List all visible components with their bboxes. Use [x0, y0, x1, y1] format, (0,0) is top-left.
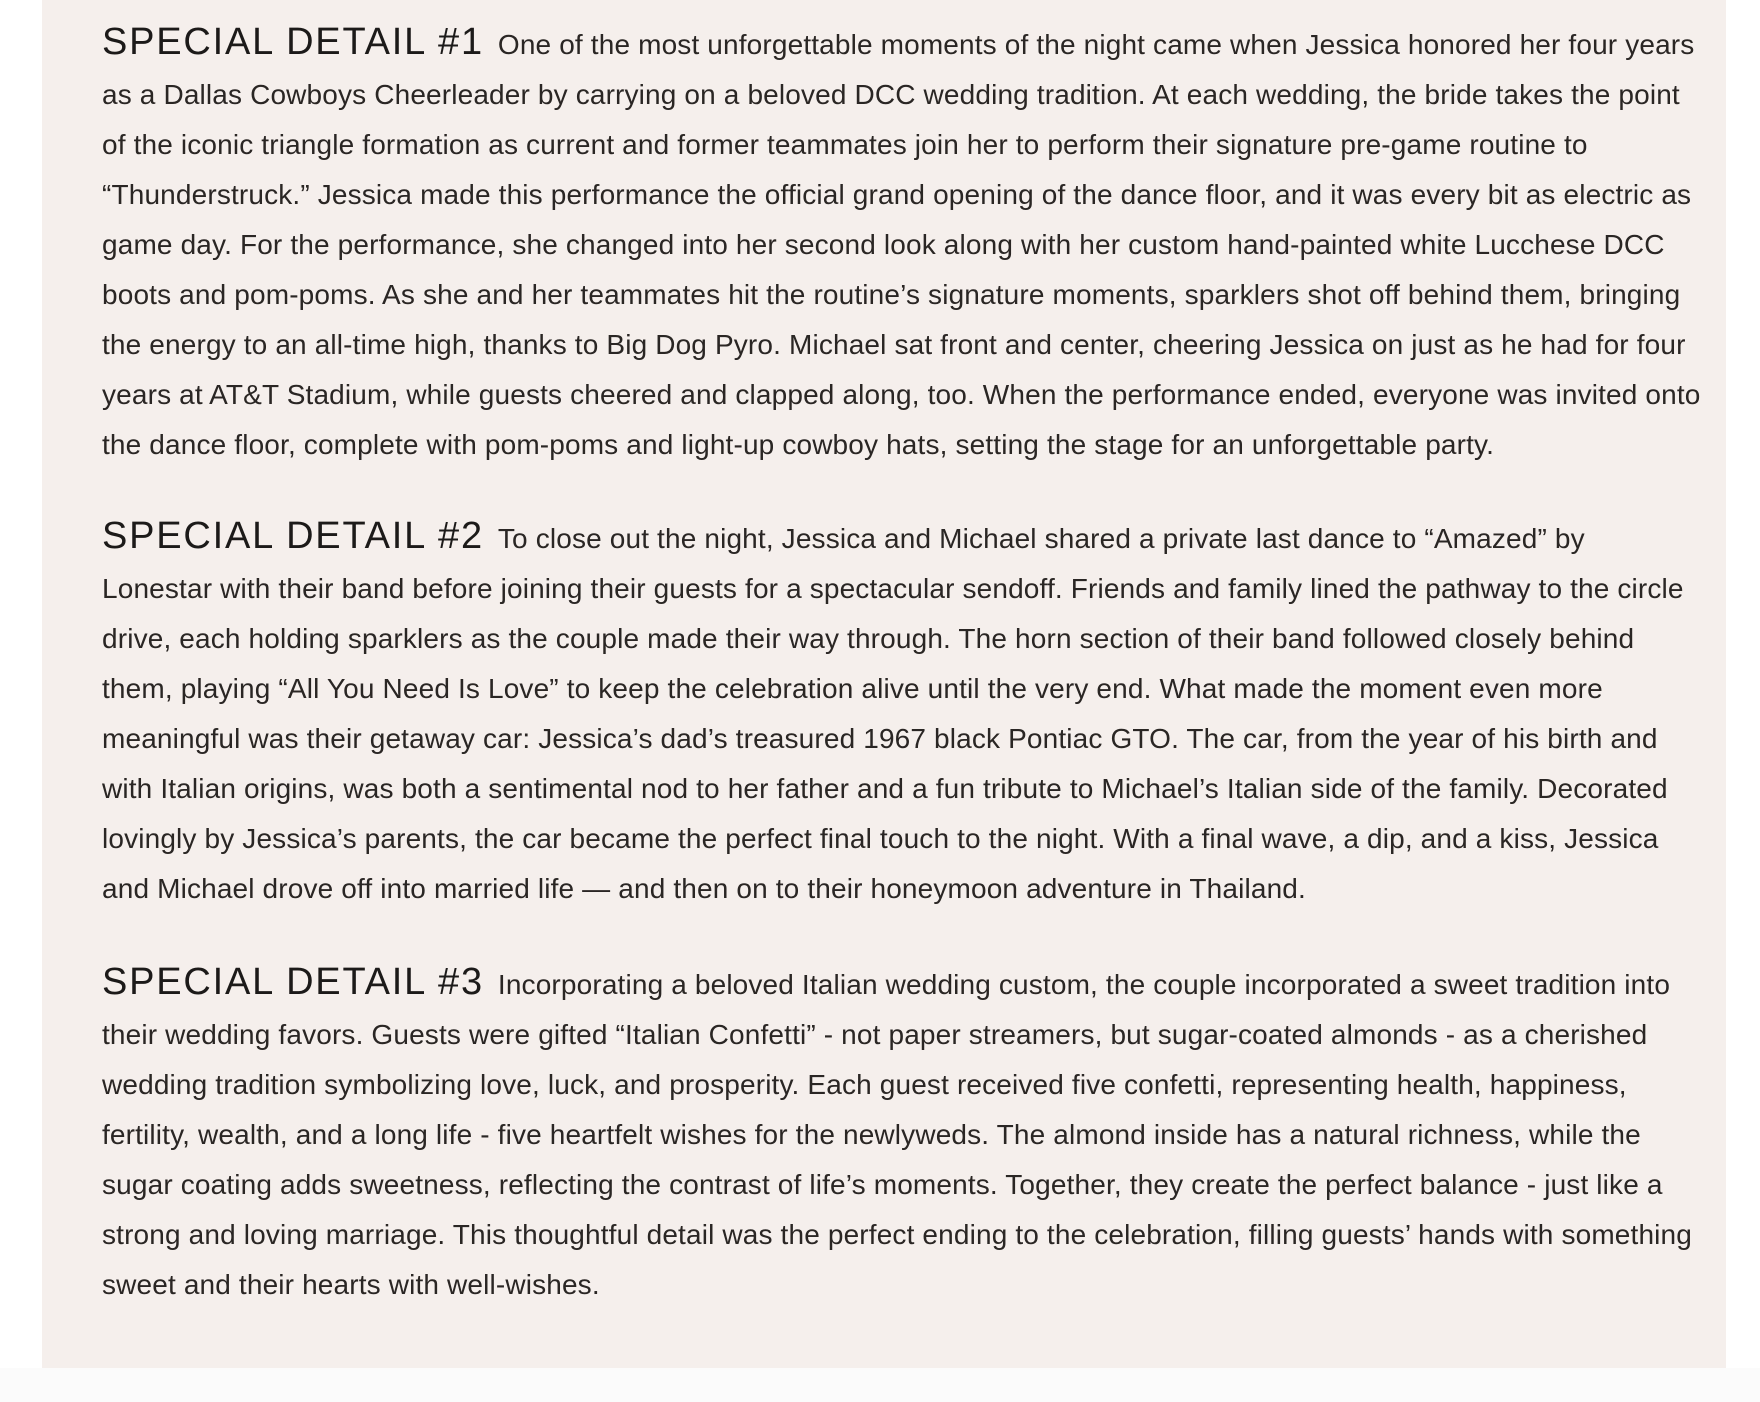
special-detail-body: To close out the night, Jessica and Michael shared a private last dance to “Amazed” by Lonestar with their band before joining their guests for a spectacular sendoff. Friends and family lined the pathway to the circle drive, each holding sparklers as the couple made their way through. The horn section of their band followed closely behind them, playing “All You Need Is Love” to keep the celebration alive until the very end. What made the moment even more meaningful was their getaway car: Jessica’s dad’s treasured 1967 black Pontiac GTO. The car, from the year of his birth and with Italian origins, was both a sentimental nod to her father and a fun tribute to Michael’s Italian side of the family. Decorated lovingly by Jessica’s parents, the car became the perfect final touch to the night. With a final wave, a dip, and a kiss, Jessica and Michael drove off into married life — and then on to their honeymoon adventure in Thailand.	[102, 523, 1684, 904]
special-detail-1	[102, 17, 1702, 470]
special-detail-2	[102, 511, 1702, 914]
special-detail-body: One of the most unforgettable moments of the night came when Jessica honored her four years as a Dallas Cowboys Cheerleader by carrying on a beloved DCC wedding tradition. At each wedding, the bride takes the point of the iconic triangle formation as current and former teammates join her to perform their signature pre-game routine to “Thunderstruck.” Jessica made this performance the official grand opening of the dance floor, and it was every bit as electric as game day. For the performance, she changed into her second look along with her custom hand-painted white Lucchese DCC boots and pom-poms. As she and her teammates hit the routine’s signature moments, sparklers shot off behind them, bringing the energy to an all-time high, thanks to Big Dog Pyro. Michael sat front and center, cheering Jessica on just as he had for four years at AT&T Stadium, while guests cheered and clapped along, too. When the performance ended, everyone was invited onto the dance floor, complete with pom-poms and light-up cowboy hats, setting the stage for an unforgettable party.	[102, 29, 1701, 460]
page-bottom-strip	[0, 1368, 1760, 1402]
special-detail-heading: SPECIAL DETAIL #3	[102, 961, 484, 1003]
special-detail-body: Incorporating a beloved Italian wedding custom, the couple incorporated a sweet tradition into their wedding favors. Guests were gifted “Italian Confetti” - not paper streamers, but sugar-coated almonds - as a cherished wedding tradition symbolizing love, luck, and prosperity. Each guest received five confetti, representing health, happiness, fertility, wealth, and a long life - five heartfelt wishes for the newlyweds. The almond inside has a natural richness, while the sugar coating adds sweetness, reflecting the contrast of life’s moments. Together, they create the perfect balance - just like a strong and loving marriage. This thoughtful detail was the perfect ending to the celebration, filling guests’ hands with something sweet and their hearts with well-wishes.	[102, 969, 1692, 1300]
content-panel	[42, 0, 1726, 1368]
special-detail-heading: SPECIAL DETAIL #1	[102, 21, 484, 63]
special-detail-heading: SPECIAL DETAIL #2	[102, 515, 484, 557]
special-detail-3	[102, 957, 1702, 1310]
